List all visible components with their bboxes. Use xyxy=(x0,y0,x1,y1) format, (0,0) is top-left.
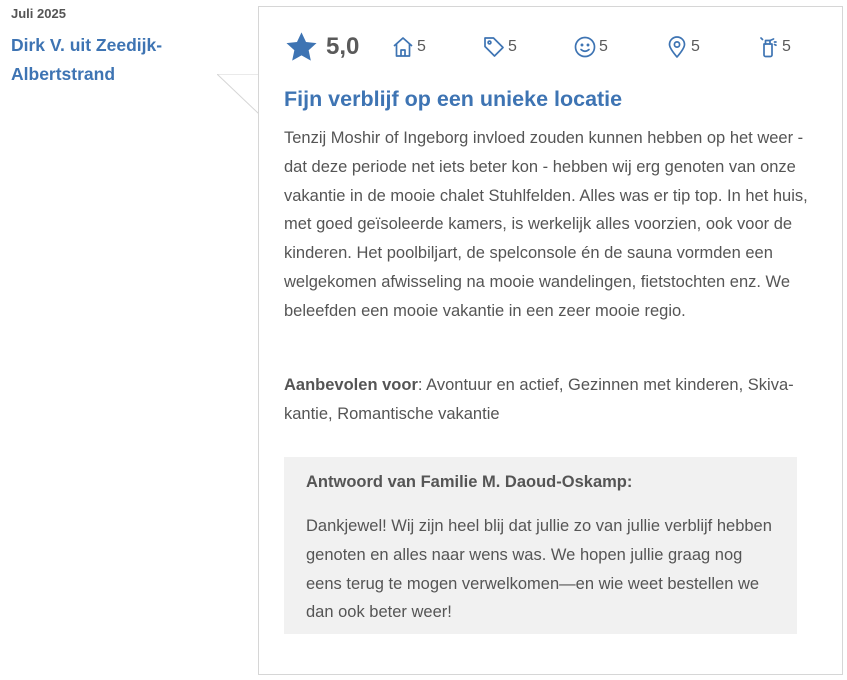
rating-house-value: 5 xyxy=(417,38,426,55)
speech-bubble-pointer xyxy=(217,74,260,114)
rating-service-value: 5 xyxy=(599,38,608,55)
overall-rating xyxy=(284,29,359,65)
rating-location xyxy=(665,35,700,59)
smiley-icon xyxy=(573,35,597,59)
house-icon xyxy=(391,35,415,59)
overall-rating-value: 5,0 xyxy=(326,33,360,60)
review-text: Tenzij Moshir of Ingeborg invloed zouden kunnen hebben op het weer - dat deze periode net iets beter kon - hebben wij erg genoten van onze vakantie in de mooie chalet Stuhlfelden. Alles was er tip top. In het huis, met goed geïsoleerde kamers, is werkelijk alles voorzien, ook voor de kinderen. Het poolbiljart, de spelconsole én de sauna vormden een welgekomen afwisseling na mooie wandelingen, fietstochten enz. We beleefden een mooie vakantie in een zeer mooie regio. xyxy=(284,129,808,320)
owner-reply xyxy=(284,457,797,634)
rating-cleanliness xyxy=(756,35,791,59)
star-icon xyxy=(284,30,319,65)
review-date: Juli 2025 xyxy=(11,6,66,21)
recommended-for-value: : Avontuur en actief, Gezinnen met kinderen, Skivakantie, Romantische vakantie xyxy=(284,376,794,423)
rating-house xyxy=(391,35,426,59)
rating-bar xyxy=(284,27,822,67)
location-pin-icon xyxy=(665,35,689,59)
recommended-for xyxy=(284,371,819,429)
rating-price-value: 5 xyxy=(508,38,517,55)
owner-reply-text: Dankjewel! Wij zijn heel blij dat jullie zo van jullie verblijf hebben genoten en alles naar wens was. We hopen jullie graag nog eens terug te mogen verwelkomen—en wie weet bestellen we dan ook beter weer! xyxy=(306,517,772,622)
recommended-for-label: Aanbevolen voor xyxy=(284,376,418,394)
cleaning-spray-icon xyxy=(756,35,780,59)
price-tag-icon xyxy=(482,35,506,59)
review-card xyxy=(258,6,843,675)
review-author: Dirk V. uit Zeedijk-Albertstrand xyxy=(11,35,163,84)
owner-reply-title: Antwoord van Familie M. Daoud-Oskamp: xyxy=(306,473,633,491)
review-meta xyxy=(11,6,231,89)
review-title: Fijn verblijf op een unieke locatie xyxy=(284,87,623,111)
rating-price xyxy=(482,35,517,59)
rating-cleanliness-value: 5 xyxy=(782,38,791,55)
rating-service xyxy=(573,35,608,59)
rating-location-value: 5 xyxy=(691,38,700,55)
